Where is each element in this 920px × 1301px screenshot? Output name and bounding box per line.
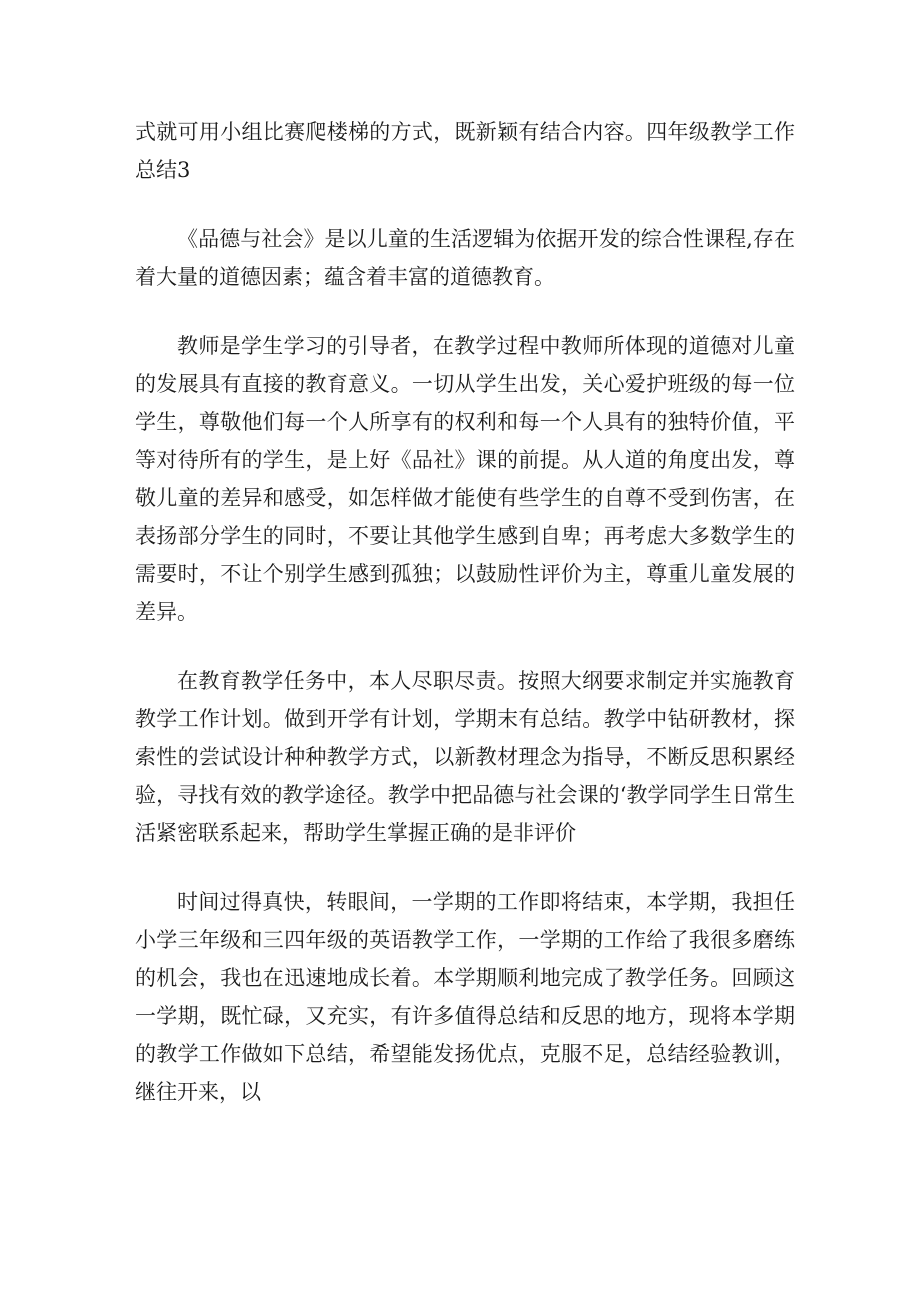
paragraph-3: 教师是学生学习的引导者，在教学过程中教师所体现的道德对儿童的发展具有直接的教育意义。一切从学生出发，关心爱护班级的每一位学生，尊敬他们每一个人所享有的权利和每一个人具有的独特价值，平等对待所有的学生，是上好《品社》课的前提。从人道的角度出发，尊敬儿童的差异和感受，如怎样做才能使有些学生的自尊不受到伤害，在表扬部分学生的同时，不要让其他学生感到自卑；再考虑大多数学生的需要时，不让个别学生感到孤独；以鼓励性评价为主，尊重儿童发展的差异。 [135, 334, 795, 624]
paragraph-1: 式就可用小组比赛爬楼梯的方式，既新颖有结合内容。四年级教学工作总结3 [135, 120, 795, 182]
paragraph-4: 在教育教学任务中，本人尽职尽责。按照大纲要求制定并实施教育教学工作计划。做到开学有计划，学期末有总结。教学中钻研教材，探索性的尝试设计种种教学方式，以新教材理念为指导，不断反思积累经验，寻找有效的教学途径。教学中把品德与社会课的‘教学同学生日常生活紧密联系起来，帮助学生掌握正确的是非评价 [135, 669, 795, 845]
document-body [135, 113, 795, 1111]
paragraph-2: 《品德与社会》是以儿童的生活逻辑为依据开发的综合性课程,存在着大量的道德因素；蕴含着丰富的道德教育。 [135, 227, 795, 289]
paragraph-5: 时间过得真快，转眼间，一学期的工作即将结束，本学期，我担任小学三年级和三四年级的英语教学工作，一学期的工作给了我很多磨练的机会，我也在迅速地成长着。本学期顺利地完成了教学任务。回顾这一学期，既忙碌，又充实，有许多值得总结和反思的地方，现将本学期的教学工作做如下总结，希望能发扬优点，克服不足，总结经验教训，继往开来，以 [135, 890, 795, 1104]
